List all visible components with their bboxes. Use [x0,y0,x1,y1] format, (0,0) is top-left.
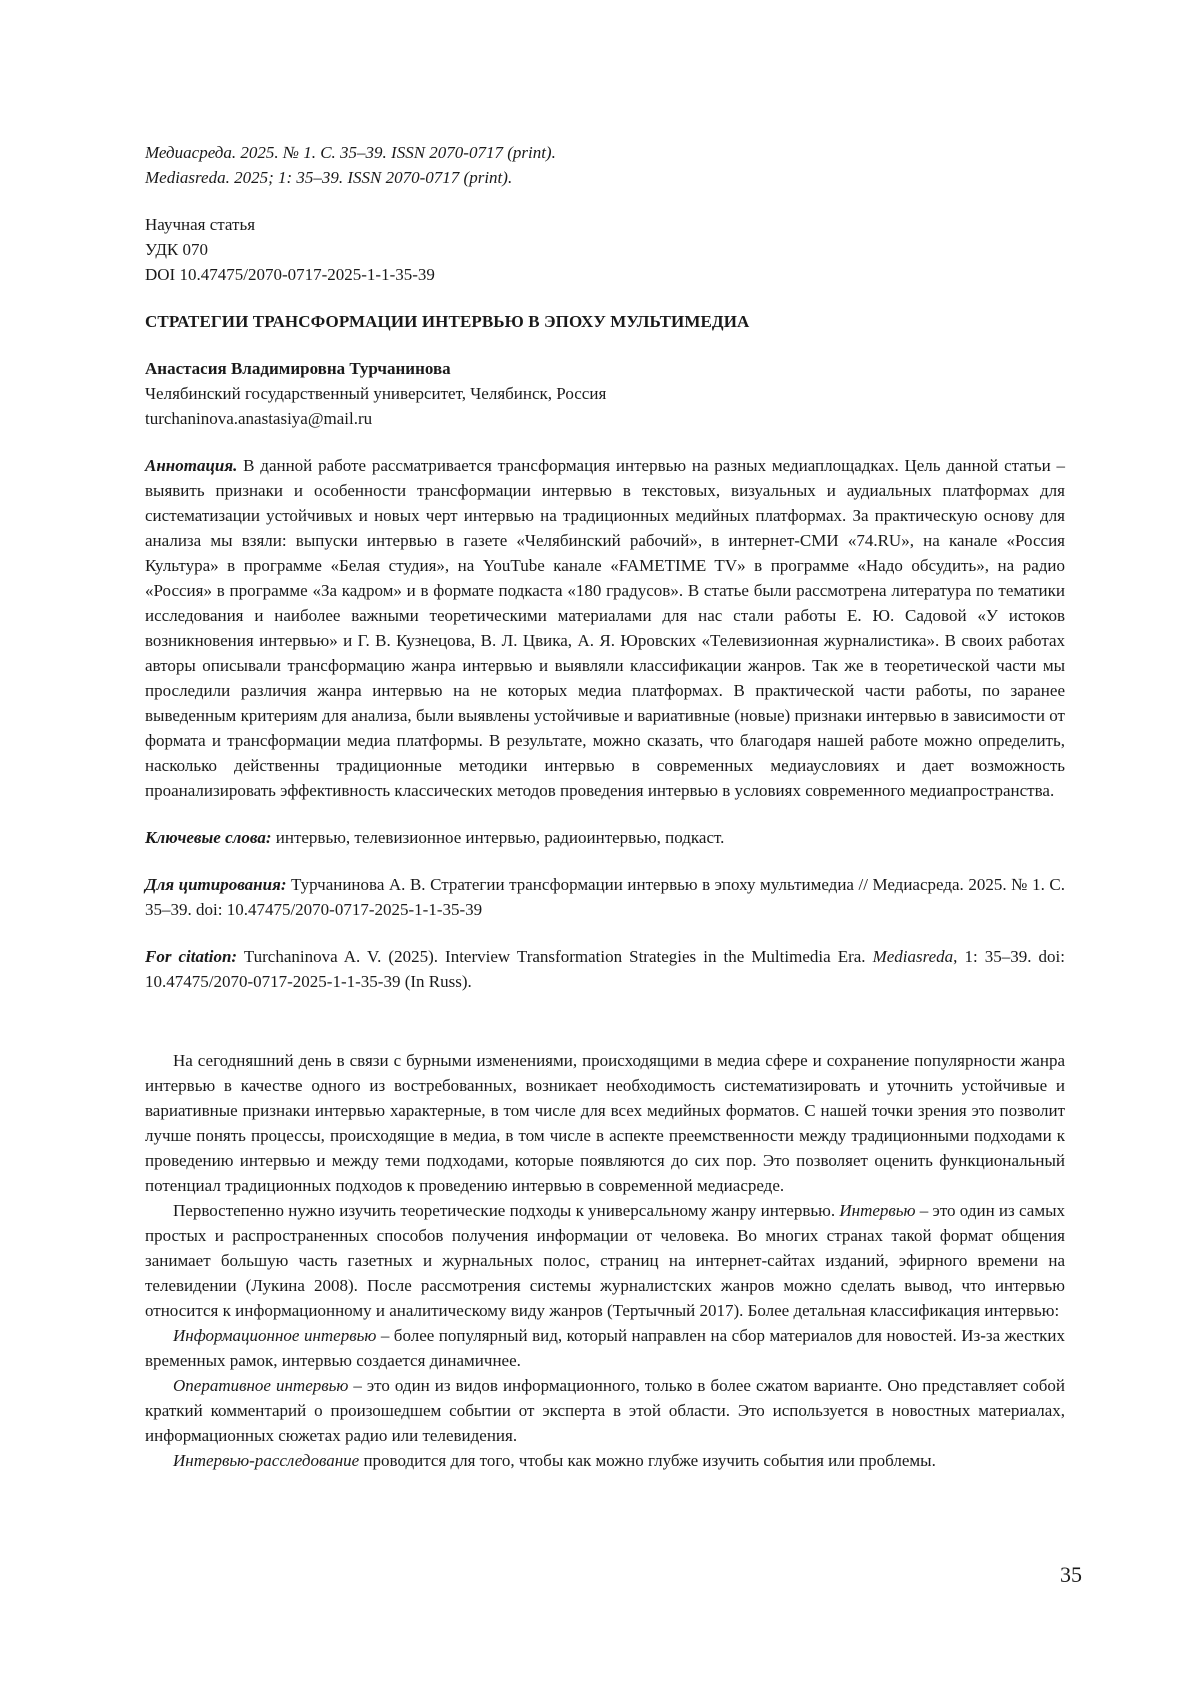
body-p4-term: Оперативное интервью [173,1376,349,1395]
keywords-text: интервью, телевизионное интервью, радиоинтервью, подкаст. [271,828,725,847]
author-name: Анастасия Владимировна Турчанинова [145,359,451,378]
article-title: СТРАТЕГИИ ТРАНСФОРМАЦИИ ИНТЕРВЬЮ В ЭПОХУ МУЛЬТИМЕДИА [145,312,750,331]
abstract-label: Аннотация. [145,456,238,475]
body-paragraph-4 [145,1373,1065,1448]
udk: УДК 070 [145,240,209,259]
keywords [145,825,1065,850]
body-paragraph-1: На сегодняшний день в связи с бурными изменениями, происходящими в медиа сфере и сохранение популярности жанра интервью в качестве одного из востребованных, возникает необходимость систематизировать и уточнить устойчивые и вариативные признаки интервью характерные, в том числе для всех медийных форматов. С нашей точки зрения это позволит лучше понять процессы, происходящие в медиа, в том числе в аспекте преемственности между традиционными подходами к проведению интервью и между теми подходами, которые появляются до сих пор. Это позволяет оценить функциональный потенциал традиционных подходов к проведению интервью в современной медиасреде. [145,1051,1065,1195]
body-p5-text: проводится для того, чтобы как можно глубже изучить события или проблемы. [359,1451,936,1470]
citation-en-text-b: , 1: 35–39. doi: 10.47475/2070-0717-2025-1-1-35-39 (In Russ). [145,947,1066,991]
author-email[interactable]: turchaninova.anastasiya@mail.ru [145,409,373,428]
citation-ru-label: Для цитирования: [145,875,287,894]
journal-citation-en: Mediasreda. 2025; 1: 35–39. ISSN 2070-0717 (print). [145,168,513,187]
journal-citation-ru: Медиасреда. 2025. № 1. С. 35–39. ISSN 2070-0717 (print). [145,143,556,162]
citation-en-journal: Mediasreda [872,947,954,966]
citation-en-text-a: Turchaninova A. V. (2025). Interview Transformation Strategies in the Multimedia Era. [237,947,873,966]
body-paragraph-3 [145,1323,1065,1373]
body-paragraph-5 [145,1448,1065,1473]
author-affiliation: Челябинский государственный университет, Челябинск, Россия [145,384,607,403]
keywords-label: Ключевые слова: [145,828,272,847]
article-type: Научная статья [145,215,256,234]
body-p2-term: Интервью [839,1201,916,1220]
page-number: 35 [1060,1562,1082,1587]
body-p5-term: Интервью-расследование [173,1451,360,1470]
citation-en-label: For citation: [145,947,238,966]
body-p2-b: – это один из самых простых и распространенных способов получения информации от человека. Во многих странах такой формат общения занимает большую часть газетных и журнальных полос, страниц на интернет-сайтах изданий, эфирного времени на телевидении (Лукина 2008). После рассмотрения системы журналистских жанров можно сделать вывод, что интервью относится к информационному и аналитическому виду жанров (Тертычный 2017). Более детальная классификация интервью: [145,1201,1065,1320]
body-p3-text: – более популярный вид, который направлен на сбор материалов для новостей. Из-за жестких временных рамок, интервью создается динамичнее. [145,1326,1065,1370]
body-p2-a: Первостепенно нужно изучить теоретические подходы к универсальному жанру интервью. [173,1201,840,1220]
doi: DOI 10.47475/2070-0717-2025-1-1-35-39 [145,265,435,284]
abstract-text: В данной работе рассматривается трансформация интервью на разных медиаплощадках. Цель данной статьи – выявить признаки и особенности трансформации интервью в текстовых, визуальных и аудиальных платформах для систематизации устойчивых и новых черт интервью на традиционных медийных платформах. За практическую основу для анализа мы взяли: выпуски интервью в газете «Челябинский рабочий», в интернет-СМИ «74.RU», на канале «Россия Культура» в программе «Белая студия», на YouTube канале «FAMETIME TV» в программе «Надо обсудить», на радио «Россия» в программе «За кадром» и в формате подкаста «180 градусов». В статье были рассмотрена литература по тематики исследования и наиболее важными теоретическими материалами для нас стали работы Е. Ю. Садовой «У истоков возникновения интервью» и Г. В. Кузнецова, В. Л. Цвика, А. Я. Юровских «Телевизионная журналистика». В своих работах авторы описывали трансформацию жанра интервью и выявляли классификации жанров. Так же в теоретической части мы проследили различия жанра интервью на не которых медиа платформах. В практической части работы, по заранее выведенным критериям для анализа, были выявлены устойчивые и вариативные (новые) признаки интервью в зависимости от формата и трансформации медиа платформы. В результате, можно сказать, что благодаря нашей работе можно определить, насколько действенны традиционные методики интервью в современных медиаусловиях и дает возможность проанализировать эффективность классических методов проведения интервью в условиях современного медиапространства. [145,456,1065,800]
citation-ru [145,872,1065,922]
citation-en [145,944,1065,994]
body-paragraph-2 [145,1198,1065,1323]
body-p3-term: Информационное интервью [173,1326,377,1345]
page-content [145,140,1065,1473]
abstract [145,453,1065,803]
body-p4-text: – это один из видов информационного, только в более сжатом варианте. Оно представляет собой краткий комментарий о произошедшем событии от эксперта в этой области. Это используется в новостных материалах, информационных сюжетах радио или телевидения. [145,1376,1065,1445]
citation-ru-text: Турчанинова А. В. Стратегии трансформации интервью в эпоху мультимедиа // Медиасреда. 2025. № 1. С. 35–39. doi: 10.47475/2070-0717-2025-1-1-35-39 [145,875,1065,919]
